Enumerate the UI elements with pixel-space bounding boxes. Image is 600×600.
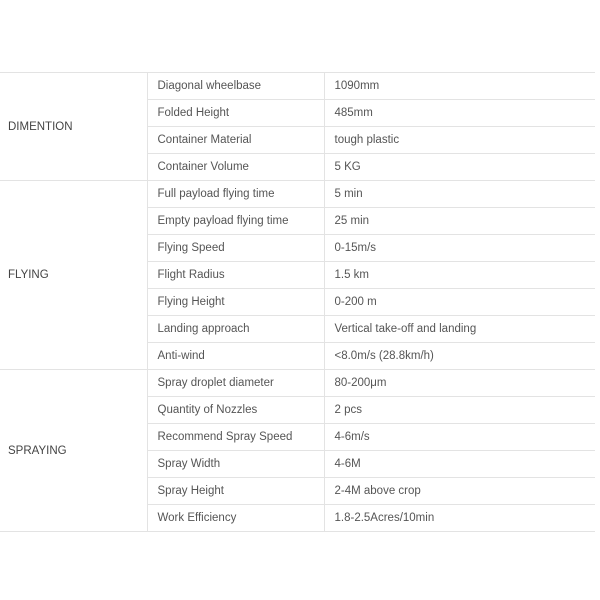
spec-label: Empty payload flying time — [147, 208, 324, 235]
spec-value: 25 min — [324, 208, 595, 235]
spec-value: 4-6m/s — [324, 424, 595, 451]
table-row — [0, 181, 595, 208]
spec-value: 485mm — [324, 100, 595, 127]
spec-label: Anti-wind — [147, 343, 324, 370]
spec-value: 1.5 km — [324, 262, 595, 289]
spec-value: 5 KG — [324, 154, 595, 181]
spec-value: 0-200 m — [324, 289, 595, 316]
spec-label: Container Material — [147, 127, 324, 154]
spec-label: Spray Height — [147, 478, 324, 505]
spec-value: 1090mm — [324, 73, 595, 100]
category-flying: FLYING — [0, 181, 147, 370]
spec-label: Quantity of Nozzles — [147, 397, 324, 424]
spec-value: Vertical take-off and landing — [324, 316, 595, 343]
spec-label: Full payload flying time — [147, 181, 324, 208]
spec-value: 1.8-2.5Acres/10min — [324, 505, 595, 532]
spec-label: Landing approach — [147, 316, 324, 343]
spec-value: 4-6M — [324, 451, 595, 478]
spec-value: 5 min — [324, 181, 595, 208]
spec-label: Recommend Spray Speed — [147, 424, 324, 451]
spec-label: Flying Speed — [147, 235, 324, 262]
table-row — [0, 73, 595, 100]
spec-table — [0, 72, 595, 532]
spec-label: Container Volume — [147, 154, 324, 181]
spec-value: 2 pcs — [324, 397, 595, 424]
spec-label: Flight Radius — [147, 262, 324, 289]
spec-label: Spray Width — [147, 451, 324, 478]
table-row — [0, 370, 595, 397]
spec-value: <8.0m/s (28.8km/h) — [324, 343, 595, 370]
spec-value: 2-4M above crop — [324, 478, 595, 505]
spec-label: Diagonal wheelbase — [147, 73, 324, 100]
spec-label: Folded Height — [147, 100, 324, 127]
spec-label: Spray droplet diameter — [147, 370, 324, 397]
spec-label: Work Efficiency — [147, 505, 324, 532]
spec-value: 80-200μm — [324, 370, 595, 397]
spec-value: 0-15m/s — [324, 235, 595, 262]
spec-label: Flying Height — [147, 289, 324, 316]
spec-value: tough plastic — [324, 127, 595, 154]
category-dimention: DIMENTION — [0, 73, 147, 181]
category-spraying: SPRAYING — [0, 370, 147, 532]
